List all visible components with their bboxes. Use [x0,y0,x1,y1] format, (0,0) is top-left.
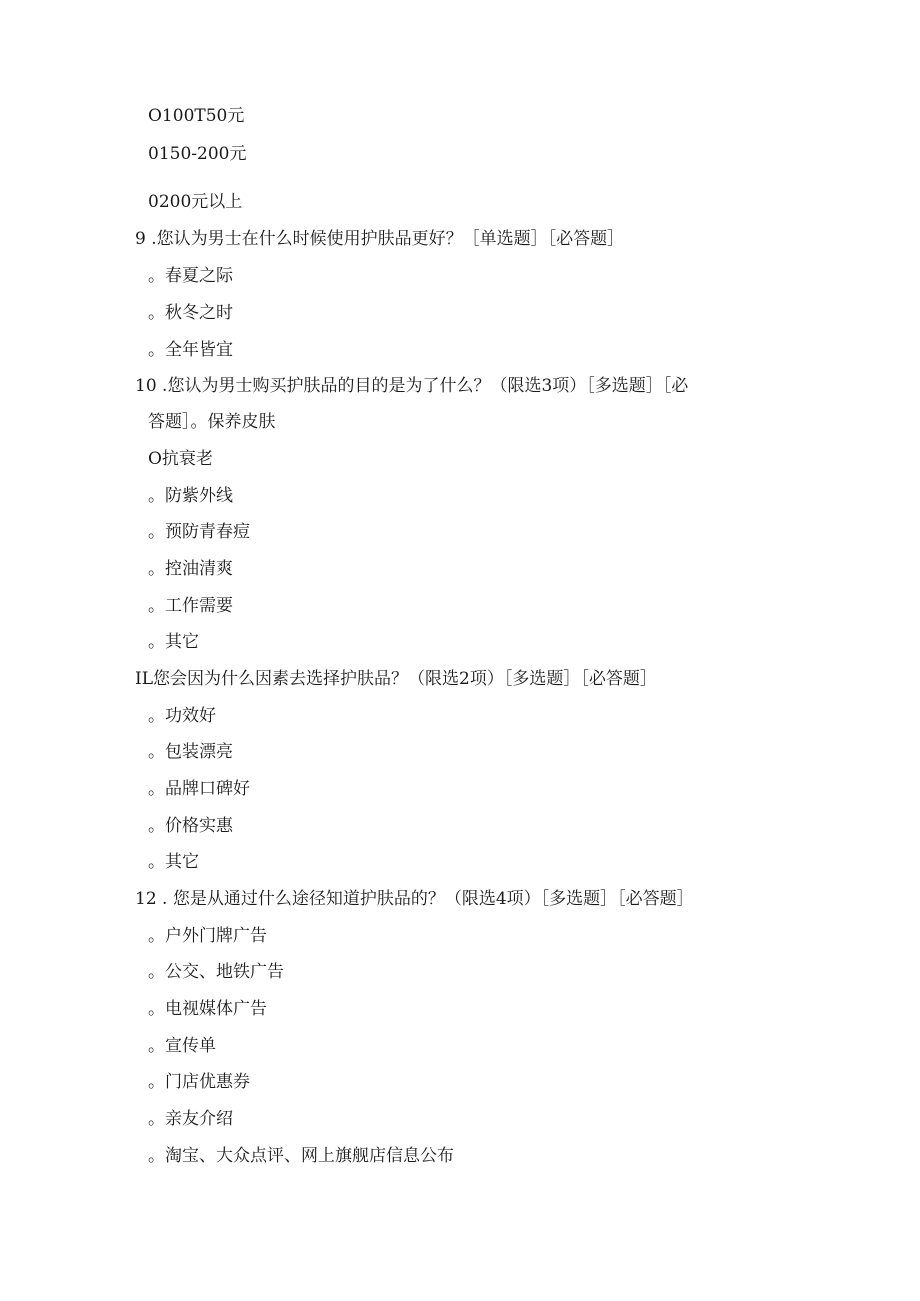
question-12: 12 . 您是从通过什么途径知道护肤品的？（限选4项）［多选题］［必答题］ [135,889,694,909]
option-q10-oil-control: 。控油清爽 [148,559,233,579]
question-9: 9 .您认为男士在什么时候使用护肤品更好？［单选题］［必答题］ [135,229,625,249]
question-10-continued: 答题］。保养皮肤 [148,412,276,432]
option-q10-acne-prevention: 。预防青春痘 [148,522,250,542]
option-q12-outdoor-ads: 。户外门牌广告 [148,926,267,946]
option-price-150-200: 0150-200元 [148,144,247,164]
option-q12-flyers: 。宣传单 [148,1036,216,1056]
option-q12-tv-ads: 。电视媒体广告 [148,999,267,1019]
option-q10-anti-aging: O抗衰老 [148,449,213,469]
option-price-200-plus: 0200元以上 [148,192,243,212]
option-q11-other: 。其它 [148,852,199,872]
option-q11-price: 。价格实惠 [148,816,233,836]
question-11: IL您会因为什么因素去选择护肤品？（限选2项）［多选题］［必答题］ [135,669,657,689]
question-10: 10 .您认为男士购买护肤品的目的是为了什么？（限选3项）［多选题］［必 [135,376,689,396]
option-q9-spring-summer: 。春夏之际 [148,266,233,286]
option-q12-online-info: 。淘宝、大众点评、网上旗舰店信息公布 [148,1146,454,1166]
option-q10-work-needs: 。工作需要 [148,596,233,616]
option-q11-efficacy: 。功效好 [148,706,216,726]
option-q10-other: 。其它 [148,632,199,652]
option-q12-store-coupons: 。门店优惠券 [148,1072,250,1092]
option-q10-uv-protection: 。防紫外线 [148,486,233,506]
option-q12-friends-family: 。亲友介绍 [148,1109,233,1129]
option-q11-brand-reputation: 。品牌口碑好 [148,779,250,799]
option-q11-packaging: 。包装漂亮 [148,742,233,762]
option-q12-transit-ads: 。公交、地铁广告 [148,962,284,982]
option-price-100-150: O100T50元 [148,106,245,126]
option-q9-autumn-winter: 。秋冬之时 [148,303,233,323]
option-q9-all-year: 。全年皆宜 [148,340,233,360]
